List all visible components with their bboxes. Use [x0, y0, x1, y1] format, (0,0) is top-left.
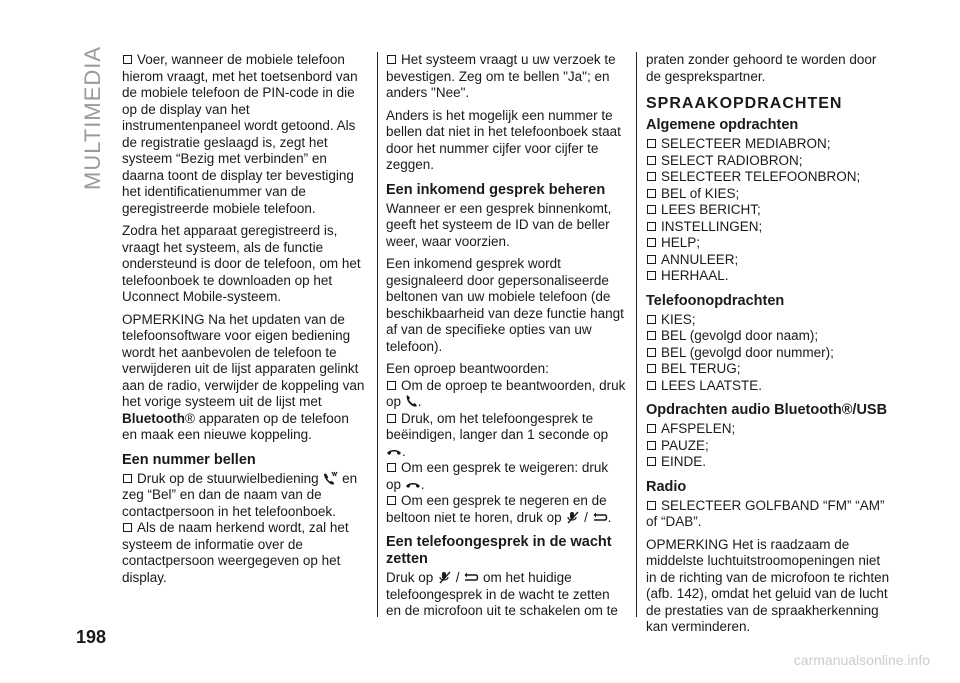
paragraph: Een inkomend gesprek wordt gesignaleerd door gepersonaliseerde beltonen van uw mobiele telefoon (de beschikbaarheid van deze functie hangt af van de specifieke opties van uw telefoon).	[386, 256, 624, 354]
back-icon	[592, 512, 608, 522]
bullet-icon	[647, 189, 656, 198]
list-item: Druk op de stuurwielbediening en zeg “Bel” en dan de naam van de contactpersoon in het telefoonboek.	[122, 470, 358, 519]
list-item: BEL of KIES;	[646, 186, 891, 203]
list-item: Druk, om het telefoongesprek te beëindigen, langer dan 1 seconde op .	[386, 410, 609, 459]
paragraph: Een oproep beantwoorden:	[386, 361, 549, 376]
paragraph: Wanneer er een gesprek binnenkomt, geeft het systeem de ID van de beller weer, waar voorzien.	[386, 200, 612, 249]
list-item: SELECTEER GOLFBAND “FM” “AM” of “DAB”.	[646, 497, 885, 529]
back-icon	[463, 572, 479, 582]
watermark: carmanualsonline.info	[793, 652, 930, 668]
list-item: INSTELLINGEN;	[646, 219, 891, 236]
paragraph: Voer, wanneer de mobiele telefoon hierom vraagt, met het toetsenbord van de mobiele telefoon de PIN-code in die op de display van het instrumentenpaneel wordt getoond. Als de registratie geslaagd is, zegt het systeem “Bezig met verbinden” en daarna toont de display ter bevestiging het identificatienummer van de geregistreerde mobiele telefoon.	[122, 52, 358, 216]
bullet-icon	[123, 55, 132, 64]
bullet-icon	[647, 271, 656, 280]
bullet-icon	[647, 222, 656, 231]
list-item: SELECTEER MEDIABRON;	[646, 136, 891, 153]
column-2	[386, 52, 626, 626]
bullet-icon	[387, 55, 396, 64]
list-item: Om een gesprek te weigeren: druk op .	[386, 460, 609, 492]
list-item: HERHAAL.	[646, 268, 891, 285]
list-item: Om een gesprek te negeren en de beltoon niet te horen, druk op / .	[386, 493, 612, 525]
bullet-icon	[647, 315, 656, 324]
bullet-icon	[647, 238, 656, 247]
mute-microphone-icon	[565, 510, 580, 525]
phone-answer-icon	[405, 394, 418, 408]
bullet-icon	[647, 172, 656, 181]
bullet-icon	[387, 463, 396, 472]
paragraph: Anders is het mogelijk een nummer te bellen dat niet in het telefoonboek staat door het nummer cijfer voor cijfer te zeggen.	[386, 107, 621, 172]
list-item: HELP;	[646, 235, 891, 252]
heading: Opdrachten audio Bluetooth®/USB	[646, 402, 888, 418]
bullet-icon	[647, 139, 656, 148]
bullet-icon	[647, 364, 656, 373]
heading: Radio	[646, 478, 687, 495]
bullet-icon	[647, 205, 656, 214]
heading: Telefoonopdrachten	[646, 292, 785, 309]
column-divider	[636, 52, 637, 617]
heading: Een telefoongesprek in de wacht zetten	[386, 534, 612, 567]
paragraph: Zodra het apparaat geregistreerd is, vraagt het systeem, als de functie ondersteund is door de telefoon, om het telefoonboek te downloaden op het Uconnect Mobile-systeem.	[122, 223, 361, 304]
heading: Een inkomend gesprek beheren	[386, 181, 606, 198]
column-divider	[377, 52, 378, 617]
list-item: AFSPELEN;	[646, 421, 891, 438]
list-item: LEES BERICHT;	[646, 202, 891, 219]
phone-commands-list	[646, 312, 891, 395]
phone-hangup-icon	[386, 447, 402, 456]
list-item: BEL TERUG;	[646, 361, 891, 378]
bullet-icon	[647, 348, 656, 357]
bullet-icon	[647, 381, 656, 390]
paragraph: OPMERKING Het is raadzaam de middelste luchtuitstroomopeningen niet in de richting van de microfoon te richten (afb. 142), omdat het geluid van de lucht de prestaties van de spraakherkenning kan verminderen.	[646, 536, 890, 634]
audio-commands-list	[646, 421, 891, 471]
bullet-icon	[647, 457, 656, 466]
bullet-icon	[123, 474, 132, 483]
general-commands-list	[646, 136, 891, 285]
list-item: Als de naam herkend wordt, zal het systeem de informatie over de contactpersoon weergegeven op het display.	[122, 520, 349, 585]
page-number: 198	[76, 627, 107, 647]
list-item: KIES;	[646, 312, 891, 329]
list-item: BEL (gevolgd door nummer);	[646, 345, 891, 362]
bullet-icon	[387, 414, 396, 423]
bullet-icon	[647, 501, 656, 510]
paragraph: OPMERKING Na het updaten van de telefoonsoftware voor eigen bediening wordt het aanbevolen de telefoon te verwijderen uit de lijst apparaten gelinkt aan de radio, verwijder de koppeling van het vorige systeem uit de lijst met Bluetooth® apparaten op de telefoon en maak een nieuwe koppeling.	[122, 311, 365, 442]
list-item: PAUZE;	[646, 438, 891, 455]
voice-command-icon	[322, 471, 338, 485]
list-item: BEL (gevolgd door naam);	[646, 328, 891, 345]
paragraph: Druk op / om het huidige telefoongesprek in de wacht te zetten en de microfoon uit te schakelen om te	[386, 570, 618, 618]
bullet-icon	[123, 523, 132, 532]
mute-microphone-icon	[437, 570, 452, 585]
bullet-icon	[647, 156, 656, 165]
list-item: Om de oproep te beantwoorden, druk op .	[386, 377, 626, 409]
list-item: LEES LAATSTE.	[646, 378, 891, 395]
section-title-vertical: MULTIMEDIA	[80, 45, 105, 190]
section-heading: SPRAAKOPDRACHTEN	[646, 95, 843, 112]
list-item: ANNULEER;	[646, 252, 891, 269]
list-item: EINDE.	[646, 454, 891, 471]
paragraph: praten zonder gehoord te worden door de gesprekspartner.	[646, 52, 877, 84]
bullet-icon	[647, 255, 656, 264]
phone-hangup-icon	[405, 480, 421, 489]
bullet-icon	[647, 424, 656, 433]
bullet-icon	[387, 381, 396, 390]
bullet-icon	[647, 441, 656, 450]
bullet-icon	[647, 331, 656, 340]
column-1	[122, 52, 367, 592]
list-item: Het systeem vraagt u uw verzoek te bevestigen. Zeg om te bellen "Ja"; en anders "Nee".	[386, 52, 616, 100]
bullet-icon	[387, 496, 396, 505]
heading: Algemene opdrachten	[646, 117, 799, 133]
list-item: SELECTEER TELEFOONBRON;	[646, 169, 891, 186]
heading: Een nummer bellen	[122, 451, 256, 468]
list-item: SELECT RADIOBRON;	[646, 153, 891, 170]
column-3	[646, 52, 891, 642]
